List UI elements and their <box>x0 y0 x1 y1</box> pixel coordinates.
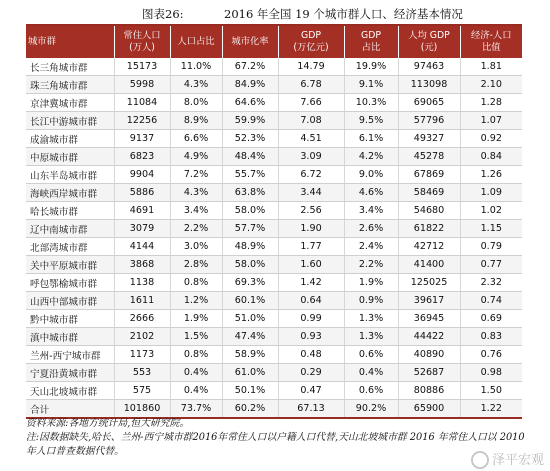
table-cell: 2.6% <box>344 220 398 238</box>
city-cluster-name: 珠三角城市群 <box>26 76 114 94</box>
city-cluster-name: 宁夏沿黄城市群 <box>26 364 114 382</box>
table-row <box>26 94 522 112</box>
table-cell: 63.8% <box>222 184 278 202</box>
table-row <box>26 130 522 148</box>
column-header: GDP 占比 <box>344 26 398 58</box>
table-cell: 58.0% <box>222 256 278 274</box>
table-cell: 6.78 <box>278 76 344 94</box>
table-cell: 4.2% <box>344 148 398 166</box>
watermark-text: 泽平宏观 <box>491 452 544 468</box>
city-cluster-name: 海峡西岸城市群 <box>26 184 114 202</box>
table-cell: 1.77 <box>278 238 344 256</box>
city-cluster-name: 呼包鄂榆城市群 <box>26 274 114 292</box>
column-header: 经济-人口 比值 <box>460 26 522 58</box>
table-cell: 9.5% <box>344 112 398 130</box>
table-cell: 0.64 <box>278 292 344 310</box>
table-cell: 0.76 <box>460 346 522 364</box>
table-cell: 61.0% <box>222 364 278 382</box>
table-cell: 2.2% <box>170 220 222 238</box>
table-row <box>26 220 522 238</box>
table-cell: 1.02 <box>460 202 522 220</box>
table-cell: 4144 <box>114 238 170 256</box>
table-cell: 9137 <box>114 130 170 148</box>
table-cell: 6.72 <box>278 166 344 184</box>
table-cell: 55.7% <box>222 166 278 184</box>
table-cell: 1.90 <box>278 220 344 238</box>
table-cell: 6.1% <box>344 130 398 148</box>
table-cell: 2.2% <box>344 256 398 274</box>
table-cell: 65900 <box>398 400 460 419</box>
table-cell: 49327 <box>398 130 460 148</box>
table-cell: 69.3% <box>222 274 278 292</box>
table-cell: 47.4% <box>222 328 278 346</box>
table-cell: 39617 <box>398 292 460 310</box>
table-cell: 7.08 <box>278 112 344 130</box>
table-cell: 2.4% <box>344 238 398 256</box>
city-cluster-name: 成渝城市群 <box>26 130 114 148</box>
table-cell: 14.79 <box>278 58 344 76</box>
table-cell: 51.0% <box>222 310 278 328</box>
watermark <box>471 449 544 470</box>
table-cell: 1.07 <box>460 112 522 130</box>
column-header: 常住人口 (万人) <box>114 26 170 58</box>
table-cell: 3.0% <box>170 238 222 256</box>
table-cell: 0.74 <box>460 292 522 310</box>
table-cell: 2.10 <box>460 76 522 94</box>
city-cluster-name: 关中平原城市群 <box>26 256 114 274</box>
table-cell: 1.22 <box>460 400 522 419</box>
city-cluster-table <box>26 26 522 419</box>
table-cell: 0.4% <box>344 364 398 382</box>
city-cluster-name: 合计 <box>26 400 114 419</box>
table-row <box>26 58 522 76</box>
table-cell: 5998 <box>114 76 170 94</box>
table-cell: 8.9% <box>170 112 222 130</box>
table-cell: 48.4% <box>222 148 278 166</box>
table-cell: 42712 <box>398 238 460 256</box>
table-row <box>26 148 522 166</box>
city-cluster-name: 中原城市群 <box>26 148 114 166</box>
table-cell: 4.3% <box>170 76 222 94</box>
table-cell: 0.83 <box>460 328 522 346</box>
table-cell: 64.6% <box>222 94 278 112</box>
table-cell: 48.9% <box>222 238 278 256</box>
table-cell: 41400 <box>398 256 460 274</box>
city-cluster-name: 滇中城市群 <box>26 328 114 346</box>
table-cell: 1.2% <box>170 292 222 310</box>
table-row <box>26 166 522 184</box>
table-cell: 3079 <box>114 220 170 238</box>
city-cluster-name: 山西中部城市群 <box>26 292 114 310</box>
table-cell: 61822 <box>398 220 460 238</box>
table-cell: 0.9% <box>344 292 398 310</box>
city-cluster-name: 兰州-西宁城市群 <box>26 346 114 364</box>
table-cell: 0.8% <box>170 274 222 292</box>
table-cell: 0.48 <box>278 346 344 364</box>
table-cell: 0.84 <box>460 148 522 166</box>
table-cell: 67.2% <box>222 58 278 76</box>
table-cell: 73.7% <box>170 400 222 419</box>
table-cell: 3.4% <box>344 202 398 220</box>
table-cell: 59.9% <box>222 112 278 130</box>
table-cell: 3868 <box>114 256 170 274</box>
table-cell: 1.28 <box>460 94 522 112</box>
table-cell: 40890 <box>398 346 460 364</box>
city-cluster-name: 山东半岛城市群 <box>26 166 114 184</box>
table-cell: 0.69 <box>460 310 522 328</box>
table-cell: 2.8% <box>170 256 222 274</box>
table-cell: 1.9% <box>170 310 222 328</box>
table-cell: 0.99 <box>278 310 344 328</box>
table-row <box>26 202 522 220</box>
table-cell: 575 <box>114 382 170 400</box>
table-cell: 0.79 <box>460 238 522 256</box>
table-header-row <box>26 26 522 58</box>
table-cell: 0.4% <box>170 364 222 382</box>
table-cell: 0.77 <box>460 256 522 274</box>
table-row <box>26 346 522 364</box>
table-cell: 10.3% <box>344 94 398 112</box>
table-row <box>26 328 522 346</box>
column-header: GDP (万亿元) <box>278 26 344 58</box>
table-cell: 0.98 <box>460 364 522 382</box>
table-row <box>26 310 522 328</box>
city-cluster-name: 哈长城市群 <box>26 202 114 220</box>
table-cell: 4.9% <box>170 148 222 166</box>
city-cluster-name: 黔中城市群 <box>26 310 114 328</box>
table-cell: 3.44 <box>278 184 344 202</box>
total-row <box>26 400 522 419</box>
table-body <box>26 58 522 418</box>
table-cell: 11.0% <box>170 58 222 76</box>
table-cell: 54680 <box>398 202 460 220</box>
table-cell: 0.6% <box>344 346 398 364</box>
figure-label: 图表26: <box>142 7 184 21</box>
table-cell: 1173 <box>114 346 170 364</box>
city-cluster-name: 天山北坡城市群 <box>26 382 114 400</box>
city-cluster-name: 长三角城市群 <box>26 58 114 76</box>
table-cell: 57.7% <box>222 220 278 238</box>
table-cell: 1.42 <box>278 274 344 292</box>
table-cell: 6823 <box>114 148 170 166</box>
table-row <box>26 238 522 256</box>
table-cell: 113098 <box>398 76 460 94</box>
table-cell: 1.26 <box>460 166 522 184</box>
city-cluster-name: 北部湾城市群 <box>26 238 114 256</box>
figure-title-bar <box>26 4 522 26</box>
table-cell: 57796 <box>398 112 460 130</box>
table-cell: 45278 <box>398 148 460 166</box>
table-cell: 1.09 <box>460 184 522 202</box>
table-cell: 69065 <box>398 94 460 112</box>
table-cell: 4.51 <box>278 130 344 148</box>
table-cell: 50.1% <box>222 382 278 400</box>
city-cluster-name: 京津冀城市群 <box>26 94 114 112</box>
table-cell: 58.9% <box>222 346 278 364</box>
table-cell: 2102 <box>114 328 170 346</box>
table-cell: 1611 <box>114 292 170 310</box>
table-cell: 4691 <box>114 202 170 220</box>
table-cell: 1.3% <box>344 328 398 346</box>
table-row <box>26 112 522 130</box>
column-header: 人口占比 <box>170 26 222 58</box>
table-cell: 1.15 <box>460 220 522 238</box>
table-cell: 67869 <box>398 166 460 184</box>
table-cell: 60.2% <box>222 400 278 419</box>
column-header: 人均 GDP (元) <box>398 26 460 58</box>
city-cluster-name: 长江中游城市群 <box>26 112 114 130</box>
table-cell: 67.13 <box>278 400 344 419</box>
table-cell: 4.3% <box>170 184 222 202</box>
table-cell: 19.9% <box>344 58 398 76</box>
table-cell: 4.6% <box>344 184 398 202</box>
table-cell: 44422 <box>398 328 460 346</box>
table-cell: 0.92 <box>460 130 522 148</box>
table-row <box>26 364 522 382</box>
table-cell: 58.0% <box>222 202 278 220</box>
source-note: 资料来源:各地方统计局,恒大研究院。 <box>26 418 190 429</box>
table-row <box>26 256 522 274</box>
table-cell: 7.66 <box>278 94 344 112</box>
table-cell: 1.81 <box>460 58 522 76</box>
table-cell: 1.5% <box>170 328 222 346</box>
table-cell: 80886 <box>398 382 460 400</box>
table-cell: 58469 <box>398 184 460 202</box>
table-cell: 101860 <box>114 400 170 419</box>
table-cell: 12256 <box>114 112 170 130</box>
table-cell: 15173 <box>114 58 170 76</box>
table-cell: 0.4% <box>170 382 222 400</box>
table-cell: 3.4% <box>170 202 222 220</box>
table-row <box>26 274 522 292</box>
table-cell: 1.3% <box>344 310 398 328</box>
table-cell: 1.60 <box>278 256 344 274</box>
table-cell: 1.9% <box>344 274 398 292</box>
column-header: 城市化率 <box>222 26 278 58</box>
table-cell: 9.0% <box>344 166 398 184</box>
wechat-icon <box>471 451 489 469</box>
table-cell: 2.32 <box>460 274 522 292</box>
figure-title: 2016 年全国 19 个城市群人口、经济基本情况 <box>224 7 463 21</box>
table-cell: 11084 <box>114 94 170 112</box>
table-cell: 0.47 <box>278 382 344 400</box>
table-cell: 1138 <box>114 274 170 292</box>
table-cell: 7.2% <box>170 166 222 184</box>
table-cell: 125025 <box>398 274 460 292</box>
table-cell: 8.0% <box>170 94 222 112</box>
table-cell: 90.2% <box>344 400 398 419</box>
column-header: 城市群 <box>26 26 114 58</box>
city-cluster-name: 辽中南城市群 <box>26 220 114 238</box>
table-row <box>26 382 522 400</box>
table-cell: 1.50 <box>460 382 522 400</box>
table-cell: 9.1% <box>344 76 398 94</box>
table-cell: 0.6% <box>344 382 398 400</box>
table-cell: 2.56 <box>278 202 344 220</box>
table-cell: 84.9% <box>222 76 278 94</box>
table-cell: 60.1% <box>222 292 278 310</box>
table-cell: 52.3% <box>222 130 278 148</box>
table-cell: 0.29 <box>278 364 344 382</box>
table-cell: 97463 <box>398 58 460 76</box>
table-cell: 52687 <box>398 364 460 382</box>
footnote: 注:因数据缺失,哈长、兰州-西宁城市群2016年常住人口以户籍人口代替,天山北坡城市群 2016 年常住人口以 2010 年人口普查数据代替。 <box>26 432 525 457</box>
table-cell: 553 <box>114 364 170 382</box>
table-row <box>26 292 522 310</box>
table-row <box>26 184 522 202</box>
table-cell: 0.93 <box>278 328 344 346</box>
table-cell: 5886 <box>114 184 170 202</box>
table-cell: 9904 <box>114 166 170 184</box>
table-cell: 6.6% <box>170 130 222 148</box>
table-cell: 0.8% <box>170 346 222 364</box>
table-cell: 3.09 <box>278 148 344 166</box>
table-cell: 2666 <box>114 310 170 328</box>
table-cell: 36945 <box>398 310 460 328</box>
table-row <box>26 76 522 94</box>
